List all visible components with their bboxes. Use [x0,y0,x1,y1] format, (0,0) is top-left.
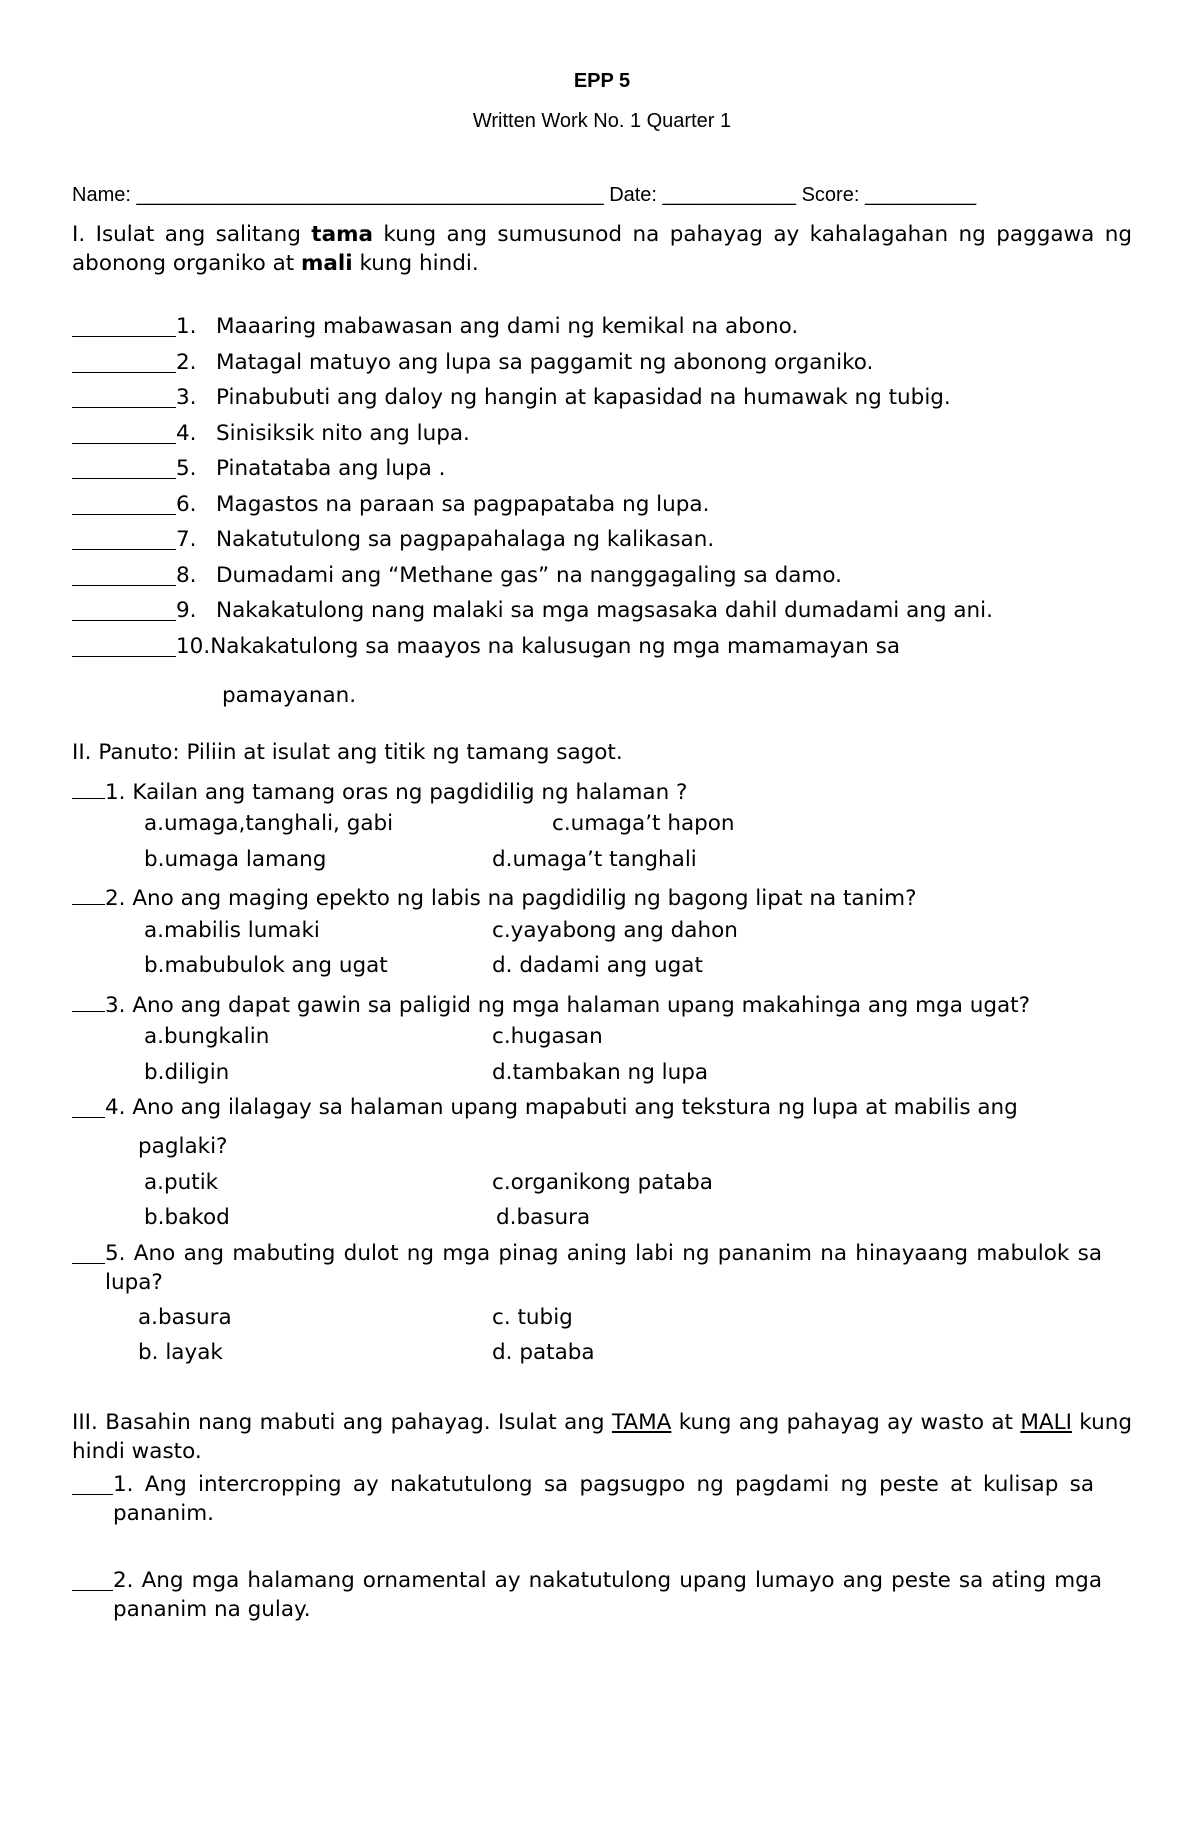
choice-d: d.basura [496,1205,591,1230]
choice-a: a.basura [138,1304,232,1330]
instruction-text: kung ang sumusunod na pahayag ay kahalagahan ng paggawa ng abonong organiko at [72,222,1132,276]
answer-blank[interactable] [72,1093,105,1118]
item-text: Nakakatulong sa maayos na kalusugan ng mga mamamayan sa [210,633,901,659]
worksheet-page [72,68,1132,1624]
statement-text: 2. Ang mga halamang ornamental ay nakatutulong upang lumayo ang peste sa ating mga pananim na gulay. [113,1567,1102,1622]
instruction-text: I. Isulat ang salitang [72,222,312,247]
item-text: Sinisiksik nito ang lupa. [216,420,470,446]
list-item [72,348,1132,384]
choices-row [72,1058,1132,1094]
statement-2 [72,1566,1132,1624]
question-text: 1. Kailan ang tamang oras ng pagdidilig ng halaman ? [105,779,688,805]
instruction-bold-mali: mali [301,251,353,276]
list-item [72,525,1132,561]
answer-blank[interactable] [72,1239,105,1264]
page-title: EPP 5 [573,70,631,92]
instruction-text: kung ang pahayag ay wasto at [671,1409,1021,1435]
instruction-text: kung hindi wasto. [72,1409,1132,1464]
answer-blank[interactable] [72,1566,113,1591]
choice-c: c.yayabong ang dahon [492,917,738,943]
choice-c: c.umaga’t hapon [552,811,735,836]
choice-b: b. layak [138,1340,223,1365]
choice-c: c. tubig [492,1304,573,1330]
choice-b: b.diligin [144,1059,230,1085]
answer-blank[interactable] [72,490,176,515]
statement-text: 1. Ang intercropping ay nakatutulong sa pagsugpo ng pagdami ng peste at kulisap sa pananim. [113,1471,1094,1526]
item-text: Nakatutulong sa pagpapahalaga ng kalikasan. [216,527,715,552]
question-continuation: paglaki? [138,1134,228,1159]
list-item [72,419,1132,455]
item-number: 3. [176,385,197,410]
answer-blank[interactable] [72,348,176,373]
answer-blank[interactable] [72,525,176,550]
answer-blank[interactable] [72,419,176,444]
item-number: 10. [176,633,211,659]
section-1-list [72,312,1132,710]
answer-blank[interactable] [72,987,105,1012]
choice-b: b.umaga lamang [144,846,327,872]
item-number: 7. [176,527,197,552]
list-item [72,632,1132,668]
answer-blank[interactable] [72,596,176,621]
list-item [72,383,1132,419]
item-continuation: pamayanan. [222,683,357,708]
instruction-underline-mali: MALI [1020,1409,1072,1435]
answer-blank[interactable] [72,561,176,586]
answer-blank[interactable] [72,774,105,799]
list-item [72,312,1132,348]
question-text: 5. Ano ang mabuting dulot ng mga pinag aning labi ng pananim na hinayaang mabulok sa lupa? [105,1240,1102,1295]
name-date-score-line: Name: __________________________________________ Date: ____________ Score: __________ [72,184,977,206]
item-text: Matagal matuyo ang lupa sa paggamit ng abonong organiko. [216,349,874,375]
choice-a: a.putik [144,1169,219,1195]
section-1 [72,220,1132,710]
section-1-instruction [72,220,1132,278]
section-2-instruction: II. Panuto: Piliin at isulat ang titik ng tamang sagot. [72,740,623,765]
answer-blank[interactable] [72,454,176,479]
choice-b: b.mabubulok ang ugat [144,953,388,978]
choice-a: a.mabilis lumaki [144,917,320,943]
item-number: 4. [176,420,197,446]
list-item [72,561,1132,597]
question-text: 4. Ano ang ilalagay sa halaman upang mapabuti ang tekstura ng lupa at mabilis ang [105,1095,1018,1120]
item-number: 1. [176,314,197,339]
answer-blank[interactable] [72,383,176,408]
choices-row [72,809,1132,845]
instruction-text: kung hindi. [352,251,479,276]
instruction-underline-tama: TAMA [611,1409,672,1435]
choices-row [72,1203,1132,1239]
item-number: 8. [176,562,197,588]
choices-row [72,845,1132,881]
question-text: 2. Ano ang maging epekto ng labis na pagdidilig ng bagong lipat na tanim? [105,886,917,911]
item-number: 9. [176,598,197,623]
page-subtitle: Written Work No. 1 Quarter 1 [472,110,732,132]
choices-row [72,1303,1132,1339]
question-text: 3. Ano ang dapat gawin sa paligid ng mga halaman upang makahinga ang mga ugat? [105,992,1031,1018]
answer-blank[interactable] [72,880,105,905]
list-item [72,596,1132,632]
choice-c: c.hugasan [492,1024,603,1049]
item-number: 2. [176,349,197,375]
list-item [72,454,1132,490]
choice-b: b.bakod [144,1205,230,1230]
item-text: Pinatataba ang lupa . [216,456,446,481]
choice-d: d. pataba [492,1340,595,1365]
choices-row [72,1022,1132,1058]
question-4 [72,1093,1132,1126]
item-text: Dumadami ang “Methane gas” na nanggagaling sa damo. [216,562,842,588]
question-1 [72,774,1132,810]
choice-c: c.organikong pataba [492,1169,713,1195]
instruction-bold-tama: tama [311,222,373,247]
choice-d: d.umaga’t tanghali [492,846,697,872]
item-text: Maaaring mabawasan ang dami ng kemikal na abono. [216,314,799,339]
choice-a: a.umaga,tanghali, gabi [144,811,394,836]
answer-blank[interactable] [72,1470,113,1495]
instruction-text: III. Basahin nang mabuti ang pahayag. Isulat ang [72,1409,612,1435]
statement-1 [72,1470,1132,1528]
choice-d: d. dadami ang ugat [492,953,703,978]
answer-blank[interactable] [72,632,176,657]
answer-blank[interactable] [72,312,176,337]
item-number: 5. [176,456,197,481]
choices-row [72,916,1132,952]
choices-row [72,951,1132,987]
section-3 [72,1408,1132,1624]
choices-row [72,1168,1132,1204]
item-text: Pinabubuti ang daloy ng hangin at kapasidad na humawak ng tubig. [216,385,951,410]
item-number: 6. [176,491,197,517]
choice-d: d.tambakan ng lupa [492,1059,709,1085]
choices-row [72,1338,1132,1374]
section-2 [72,738,1132,1374]
section-3-instruction [72,1408,1132,1466]
question-3 [72,987,1132,1023]
question-5 [72,1239,1132,1297]
question-2 [72,880,1132,916]
choice-a: a.bungkalin [144,1024,270,1049]
list-item [72,490,1132,526]
item-text: Nakakatulong nang malaki sa mga magsasaka dahil dumadami ang ani. [216,598,993,623]
item-text: Magastos na paraan sa pagpapataba ng lupa. [216,491,710,517]
